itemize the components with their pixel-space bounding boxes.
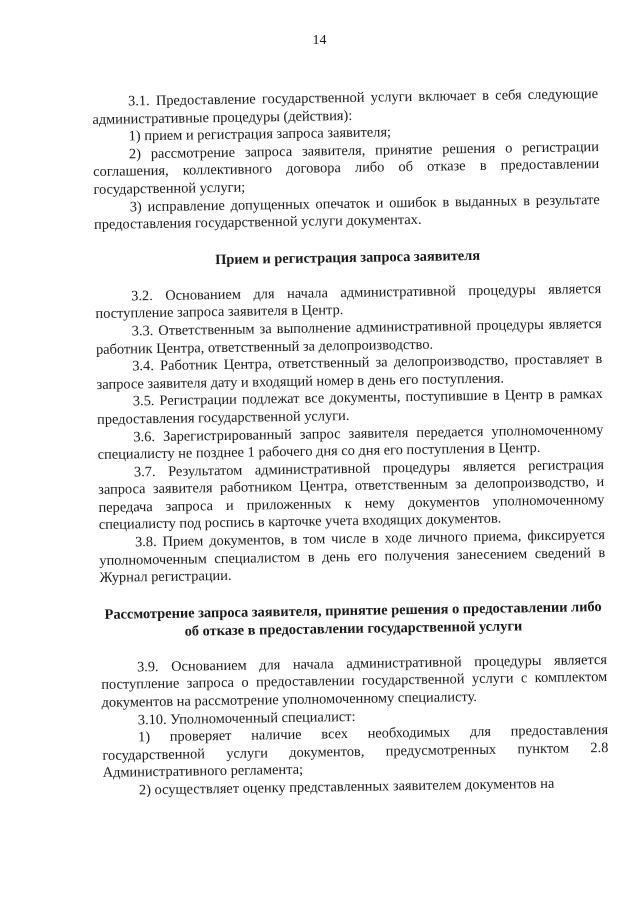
paragraph-3-10: 3.10. Уполномоченный специалист:	[137, 708, 356, 728]
paragraph-3-7: 3.7. Результатом административной процедуры является регистрация запроса заявителя работником Центра, ответственным за делопроизводство, и передача запроса и приложенных к нему документов уполномоченному специалисту под роспись в карточке учета входящих документов.	[98, 456, 605, 534]
list-item-3: 3) исправление допущенных опечаток и ошибок в выданных в результате предоставления государственной услуги документах.	[93, 191, 600, 234]
page-number: 14	[312, 33, 327, 48]
list-item-checks: 1) проверяет наличие всех необходимых для предоставления государственной услуги документов, предусмотренных пунктом 2.8 Административного регламента;	[102, 722, 609, 782]
paragraph-3-2: 3.2. Основанием для начала административной процедуры является поступление запроса заявителя в Центр.	[95, 280, 602, 323]
list-item-assessment: 2) осуществляет оценку представленных заявителем документов на	[138, 775, 555, 799]
paragraph-3-8: 3.8. Прием документов, в том числе в ходе личного приема, фиксируется уполномоченным специалистом в день его получения занесением сведений в Журнал регистрации.	[99, 527, 606, 587]
paragraph-3-6: 3.6. Зарегистрированный запрос заявителя передается уполномоченному специалисту не позднее 1 рабочего дня со дня его поступления в Центр.	[97, 421, 604, 464]
list-item-1: 1) прием и регистрация запроса заявителя;	[128, 124, 392, 145]
paragraph-3-5: 3.5. Регистрации подлежат все документы, поступившие в Центр в рамках предоставления государственной услуги.	[96, 386, 603, 428]
document-body	[92, 86, 609, 800]
section-heading-review: Рассмотрение запроса заявителя, принятие решения о предоставлении либо об отказе в предоставлении государственной услуги	[104, 598, 602, 640]
paragraph-3-4: 3.4. Работник Центра, ответственный за делопроизводство, проставляет в запросе заявителя дату и входящий номер в день его поступления.	[96, 351, 603, 393]
paragraph-3-3: 3.3. Ответственным за выполнение административной процедуры является работник Центра, ответственный за делопроизводство.	[95, 315, 602, 358]
list-item-2: 2) рассмотрение запроса заявителя, принятие решения о регистрации соглашения, коллективного договора либо об отказе в предоставлении государственной услуги;	[93, 138, 600, 198]
paragraph-3-9: 3.9. Основанием для начала административной процедуры является поступление запроса о предоставлении государственной услуги с комплектом документов на рассмотрение уполномоченному специалисту.	[101, 651, 608, 711]
section-heading-reception: Прием и регистрация запроса заявителя	[215, 247, 481, 268]
paragraph-3-1: 3.1. Предоставление государственной услуги включает в себя следующие административные процедуры (действия):	[92, 86, 599, 128]
